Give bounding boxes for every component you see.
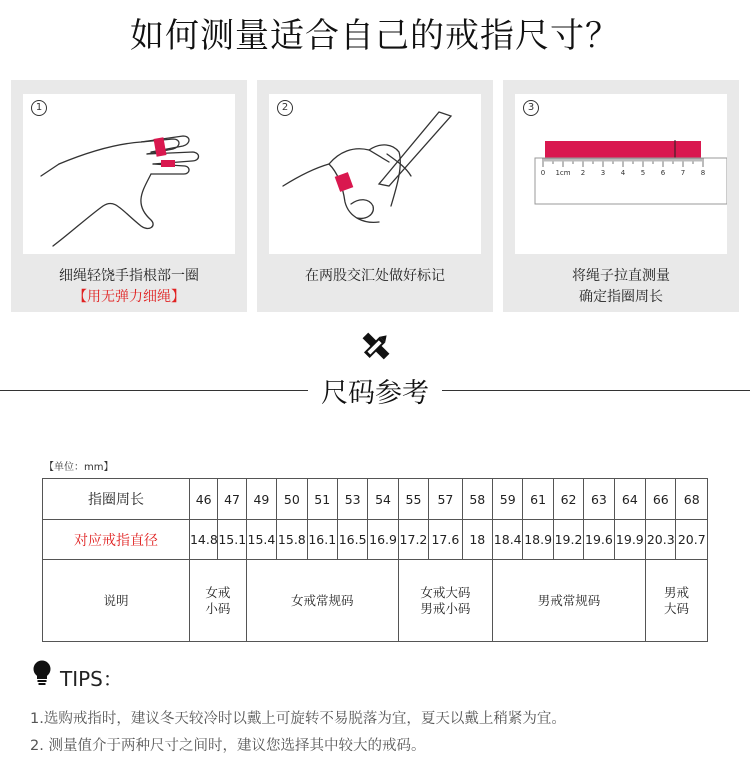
unit-label: 【单位：mm】 (44, 462, 114, 473)
tips-title: TIPS： (60, 667, 123, 691)
note-line: 男戒常规码 (537, 592, 601, 608)
size-table (42, 478, 708, 642)
note-line: 女戒 (205, 584, 231, 600)
step-number: 3 (523, 100, 539, 116)
section-title: 尺码参考 (321, 378, 429, 409)
circumference-cell: 51 (307, 479, 337, 520)
note-line: 小码 (205, 600, 231, 616)
note-cell (398, 560, 492, 642)
step-3-illustration (515, 94, 727, 254)
tip-item: 1.选购戒指时，建议冬天较冷时以戴上可旋转不易脱落为宜，夏天以戴上稍紧为宜。 (30, 711, 566, 727)
pencil-ruler-icon (358, 328, 394, 364)
diameter-cell: 19.9 (614, 520, 645, 560)
diameter-cell: 15.4 (246, 520, 276, 560)
circumference-cell: 49 (246, 479, 276, 520)
step-2-caption (257, 266, 493, 287)
step-1-caption (11, 266, 247, 308)
circumference-cell: 63 (584, 479, 614, 520)
diameter-cell: 15.8 (277, 520, 307, 560)
diameter-cell: 19.2 (553, 520, 583, 560)
diameter-cell: 18.9 (523, 520, 553, 560)
circumference-cell: 62 (553, 479, 583, 520)
measure-steps (11, 80, 739, 312)
diameter-cell: 17.2 (398, 520, 428, 560)
diameter-cell: 16.5 (337, 520, 367, 560)
note-line: 大码 (664, 600, 690, 616)
circumference-cell: 57 (429, 479, 462, 520)
step-1-panel (11, 80, 247, 312)
row-label-circumference: 指圈周长 (43, 479, 190, 520)
step-2-panel (257, 80, 493, 312)
circumference-cell: 53 (337, 479, 367, 520)
circumference-cell: 58 (462, 479, 492, 520)
step-1-text: 细绳轻饶手指根部一圈 (59, 268, 199, 284)
ruler-with-string-icon (515, 94, 727, 254)
circumference-cell: 54 (368, 479, 398, 520)
measured-string (545, 141, 701, 158)
circumference-cell: 66 (646, 479, 676, 520)
ruler-label: 8 (700, 169, 706, 177)
ruler-label: 3 (600, 169, 606, 177)
step-3-panel (503, 80, 739, 312)
ruler-label: 7 (680, 169, 686, 177)
diameter-cell: 17.6 (429, 520, 462, 560)
tip-item: 2. 测量值介于两种尺寸之间时，建议您选择其中较大的戒码。 (30, 738, 426, 754)
hand-with-string-icon (23, 94, 235, 254)
note-line: 女戒常规码 (290, 592, 354, 608)
lightbulb-icon (31, 660, 53, 686)
row-label-diameter: 对应戒指直径 (43, 520, 190, 560)
note-cell (189, 560, 246, 642)
table-row (43, 479, 708, 520)
diameter-cell: 18 (462, 520, 492, 560)
circumference-cell: 61 (523, 479, 553, 520)
step-3-text: 将绳子拉直测量 (572, 268, 670, 284)
note-line: 男戒小码 (420, 600, 471, 616)
row-label-notes: 说明 (43, 560, 190, 642)
step-number: 1 (31, 100, 47, 116)
diameter-cell: 14.8 (189, 520, 217, 560)
step-3-caption (503, 266, 739, 308)
ruler-label: 2 (580, 169, 586, 177)
diameter-cell: 19.6 (584, 520, 614, 560)
step-2-illustration (269, 94, 481, 254)
page-title: 如何测量适合自己的戒指尺寸？ (130, 16, 620, 56)
section-divider-right (442, 390, 750, 391)
note-cell (246, 560, 398, 642)
ruler-label: 4 (620, 169, 626, 177)
diameter-cell: 20.3 (646, 520, 676, 560)
step-number: 2 (277, 100, 293, 116)
table-row (43, 520, 708, 560)
diameter-cell: 18.4 (493, 520, 523, 560)
circumference-cell: 50 (277, 479, 307, 520)
note-cell (646, 560, 708, 642)
circumference-cell: 47 (218, 479, 246, 520)
ruler-label: 5 (640, 169, 646, 177)
step-3-note: 确定指圈周长 (579, 289, 663, 305)
ruler-label: 6 (660, 169, 666, 177)
circumference-cell: 59 (493, 479, 523, 520)
note-line: 女戒大码 (420, 584, 471, 600)
note-line: 男戒 (664, 584, 690, 600)
note-cell (493, 560, 646, 642)
circumference-cell: 68 (676, 479, 708, 520)
step-1-note: 【用无弹力细绳】 (73, 289, 185, 305)
ruler-label: 0 (540, 169, 546, 177)
hand-marking-string-icon (269, 94, 481, 254)
ruler-label: 1cm (555, 169, 571, 177)
circumference-cell: 55 (398, 479, 428, 520)
diameter-cell: 15.1 (218, 520, 246, 560)
circumference-cell: 46 (189, 479, 217, 520)
diameter-cell: 20.7 (676, 520, 708, 560)
diameter-cell: 16.9 (368, 520, 398, 560)
section-divider-left (0, 390, 308, 391)
table-row (43, 560, 708, 642)
circumference-cell: 64 (614, 479, 645, 520)
diameter-cell: 16.1 (307, 520, 337, 560)
step-2-text: 在两股交汇处做好标记 (305, 268, 445, 284)
step-1-illustration (23, 94, 235, 254)
